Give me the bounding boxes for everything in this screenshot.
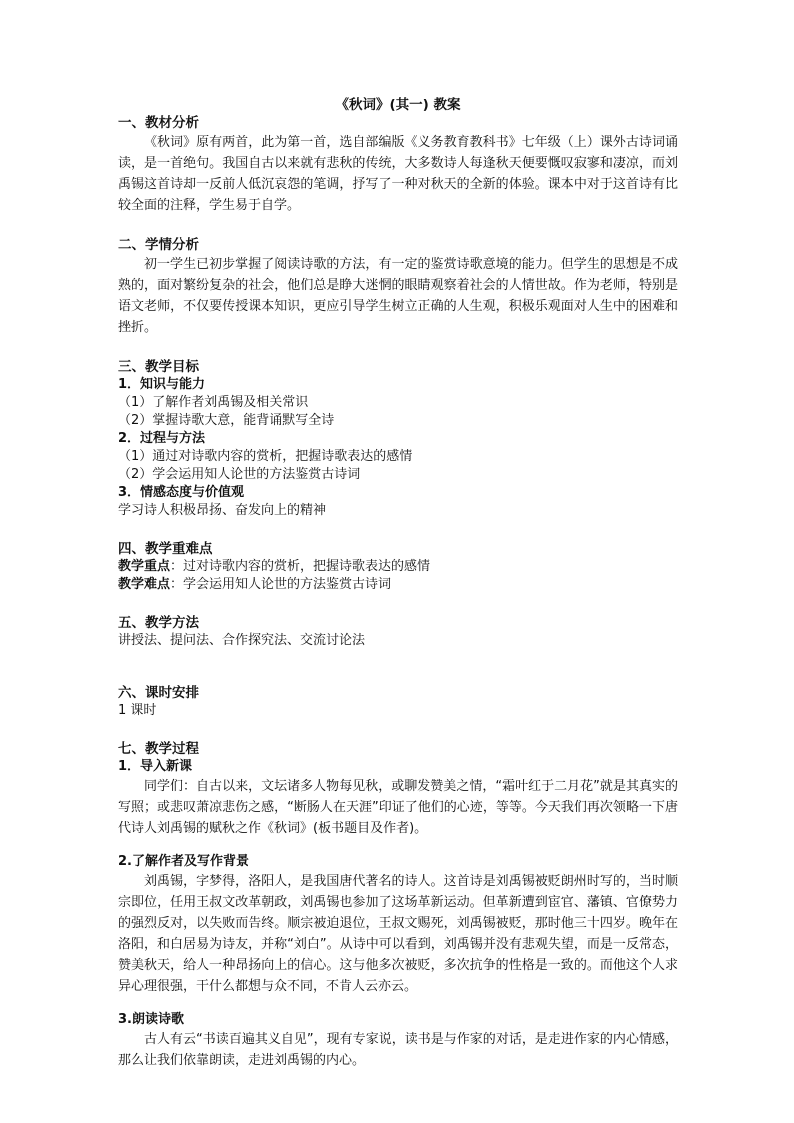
subheading-process-method: 2．过程与方法 xyxy=(118,431,206,446)
section-heading-class-schedule: 六、课时安排 xyxy=(118,685,199,701)
list-item: （1）通过对诗歌内容的赏析，把握诗歌表达的感情 xyxy=(118,449,413,464)
paragraph-textbook-analysis: 《秋词》原有两首，此为第一首，选自部编版《义务教育教科书》七年级（上）课外古诗词诵读，是一首绝句。我国自古以来就有悲秋的传统，大多数诗人每逢秋天便要慨叹寂寥和凄凉，而刘禹锡这首诗却一反前人低沉哀怨的笔调，抒写了一种对秋天的全新的体验。课本中对于这首诗有比较全面的注释，学生易于自学。 xyxy=(118,135,678,213)
key-point-label: 教学重点 xyxy=(118,559,171,574)
list-item: （2）学会运用知人论世的方法鉴赏古诗词 xyxy=(118,467,361,482)
subheading-reading-poem: 3.朗读诗歌 xyxy=(118,1012,184,1027)
paragraph-author-background: 刘禹锡，字梦得，洛阳人，是我国唐代著名的诗人。这首诗是刘禹锡被贬朗州时写的，当时顺宗即位，任用王叔文改革朝政，刘禹锡也参加了这场革新运动。但革新遭到宦官、藩镇、官僚势力的强烈反对，以失败而告终。顺宗被迫退位，王叔文赐死，刘禹锡被贬，那时他三十四岁。晚年在洛阳，和白居易为诗友，并称“刘白”。从诗中可以看到，刘禹锡并没有悲观失望，而是一反常态，赞美秋天，给人一种昂扬向上的信心。这与他多次被贬，多次抗争的性格是一致的。而他这个人求异心理很强，干什么都想与众不同，不肯人云亦云。 xyxy=(118,874,678,994)
document-title: 《秋词》(其一) 教案 xyxy=(335,97,461,113)
paragraph-introduction: 同学们：自古以来，文坛诸多人物每见秋，或聊发赞美之情，“霜叶红于二月花”就是其真实的写照；或悲叹萧凉悲伤之感，“断肠人在天涯”印证了他们的心迹，等等。今天我们再次领略一下唐代诗人刘禹锡的赋秋之作《秋词》(板书题目及作者)。 xyxy=(118,779,678,836)
difficult-point-label: 教学难点 xyxy=(118,577,171,592)
paragraph-student-analysis: 初一学生已初步掌握了阅读诗歌的方法，有一定的鉴赏诗歌意境的能力。但学生的思想是不成熟的，面对繁纷复杂的社会，他们总是睁大迷惘的眼睛观察着社会的人情世故。作为老师，特别是语文老师，不仅要传授课本知识，更应引导学生树立正确的人生观，积极乐观面对人生中的困难和挫折。 xyxy=(118,257,678,335)
class-schedule-text: 1 课时 xyxy=(118,703,157,718)
section-heading-teaching-goals: 三、教学目标 xyxy=(118,359,199,375)
paragraph-reading-poem: 古人有云“书读百遍其义自见”，现有专家说，读书是与作家的对话，是走进作家的内心情感，那么让我们依靠朗读，走进刘禹锡的内心。 xyxy=(118,1032,678,1068)
section-heading-teaching-methods: 五、教学方法 xyxy=(118,615,199,631)
difficult-point-text: ：学会运用知人论世的方法鉴赏古诗词 xyxy=(170,577,392,592)
section-heading-textbook-analysis: 一、教材分析 xyxy=(118,115,199,131)
subheading-knowledge-ability: 1．知识与能力 xyxy=(118,377,206,392)
section-heading-teaching-process: 七、教学过程 xyxy=(118,741,199,757)
key-point-text: ：过对诗歌内容的赏析，把握诗歌表达的感情 xyxy=(170,559,431,574)
section-heading-key-difficult: 四、教学重难点 xyxy=(118,541,213,557)
subheading-emotion-values: 3．情感态度与价值观 xyxy=(118,485,245,500)
subheading-introduction: 1．导入新课 xyxy=(118,759,193,774)
teaching-methods-text: 讲授法、提问法、合作探究法、交流讨论法 xyxy=(118,633,366,648)
key-point-line xyxy=(118,558,678,576)
difficult-point-line xyxy=(118,576,678,594)
section-heading-student-analysis: 二、学情分析 xyxy=(118,237,199,253)
list-item: （2）掌握诗歌大意，能背诵默写全诗 xyxy=(118,413,335,428)
emotion-values-text: 学习诗人积极昂扬、奋发向上的精神 xyxy=(118,503,327,518)
list-item: （1）了解作者刘禹锡及相关常识 xyxy=(118,395,309,410)
subheading-author-background: 2.了解作者及写作背景 xyxy=(118,854,249,869)
document-page xyxy=(118,96,678,1071)
